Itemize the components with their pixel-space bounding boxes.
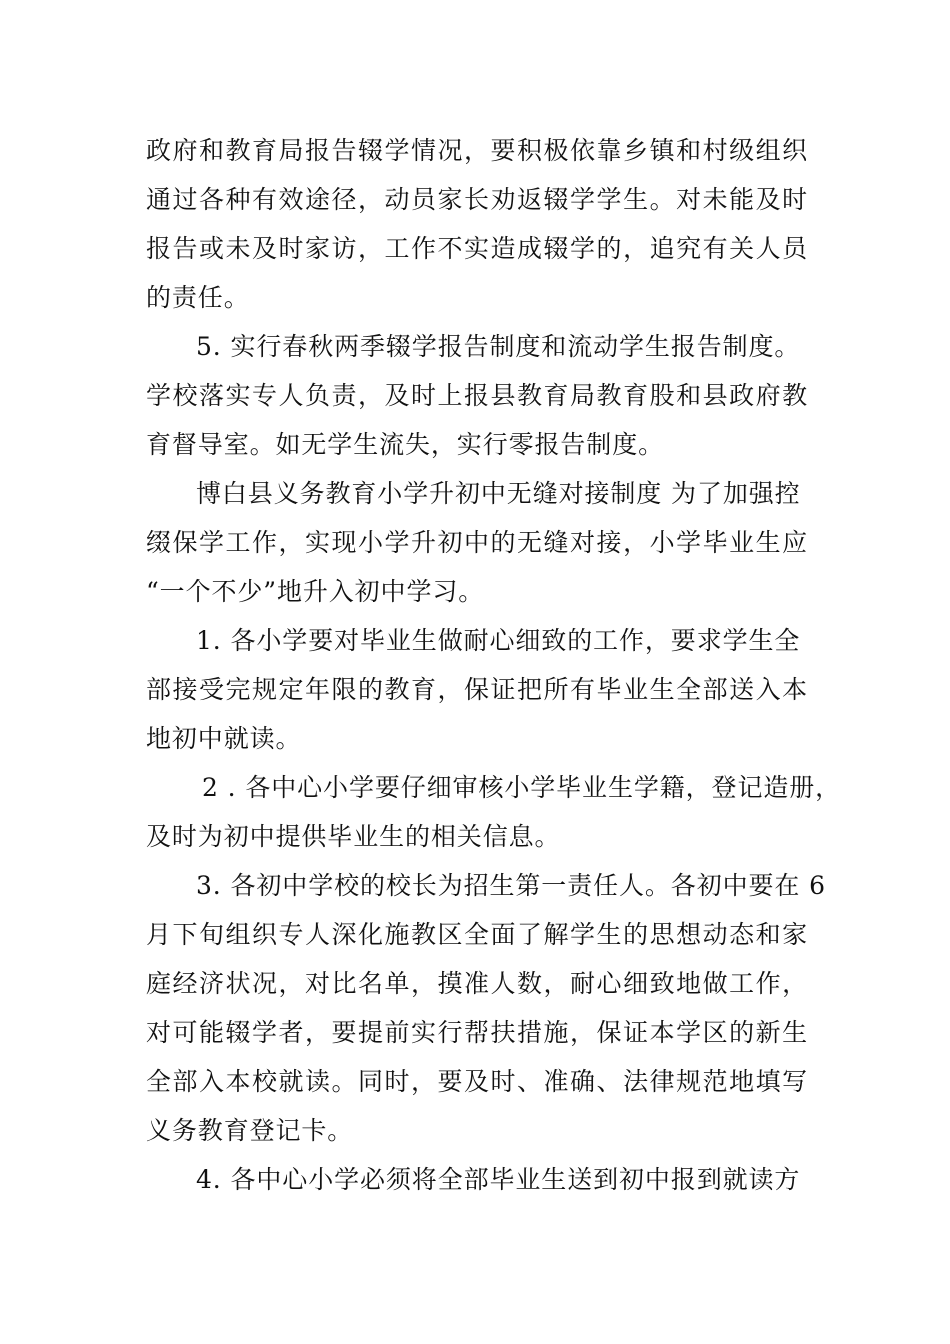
text-line: 5. 实行春秋两季辍学报告制度和流动学生报告制度。: [196, 332, 801, 361]
document-body: [146, 126, 842, 1204]
text-line: 4. 各中心小学必须将全部毕业生送到初中报到就读方: [196, 1165, 801, 1194]
text-line: 月下旬组织专人深化施教区全面了解学生的思想动态和家: [146, 920, 808, 949]
text-line: 及时为初中提供毕业生的相关信息。: [146, 822, 561, 851]
text-line: 义务教育登记卡。: [146, 1116, 354, 1145]
text-line: 3. 各初中学校的校长为招生第一责任人。各初中要在 6: [196, 871, 826, 900]
text-line: 对可能辍学者，要提前实行帮扶措施，保证本学区的新生: [146, 1018, 808, 1047]
text-line: 育督导室。如无学生流失，实行零报告制度。: [146, 430, 665, 459]
text-line: 地初中就读。: [146, 724, 302, 753]
text-line: 报告或未及时家访，工作不实造成辍学的，追究有关人员: [146, 234, 808, 263]
text-line: 2 . 各中心小学要仔细审核小学毕业生学籍，登记造册，: [202, 773, 842, 802]
text-line: 庭经济状况，对比名单，摸准人数，耐心细致地做工作，: [146, 969, 808, 998]
text-line: 博白县义务教育小学升初中无缝对接制度 为了加强控: [196, 479, 801, 508]
text-line: 学校落实专人负责，及时上报县教育局教育股和县政府教: [146, 381, 808, 410]
text-line: 政府和教育局报告辍学情况，要积极依靠乡镇和村级组织: [146, 136, 808, 165]
text-line: 通过各种有效途径，动员家长劝返辍学学生。对未能及时: [146, 185, 808, 214]
text-line: 缀保学工作，实现小学升初中的无缝对接，小学毕业生应: [146, 528, 808, 557]
text-line: 全部入本校就读。同时，要及时、准确、法律规范地填写: [146, 1067, 808, 1096]
text-line: 部接受完规定年限的教育，保证把所有毕业生全部送入本: [146, 675, 808, 704]
text-line: 的责任。: [146, 283, 250, 312]
text-line: “一个不少”地升入初中学习。: [146, 577, 485, 606]
text-line: 1. 各小学要对毕业生做耐心细致的工作，要求学生全: [196, 626, 801, 655]
